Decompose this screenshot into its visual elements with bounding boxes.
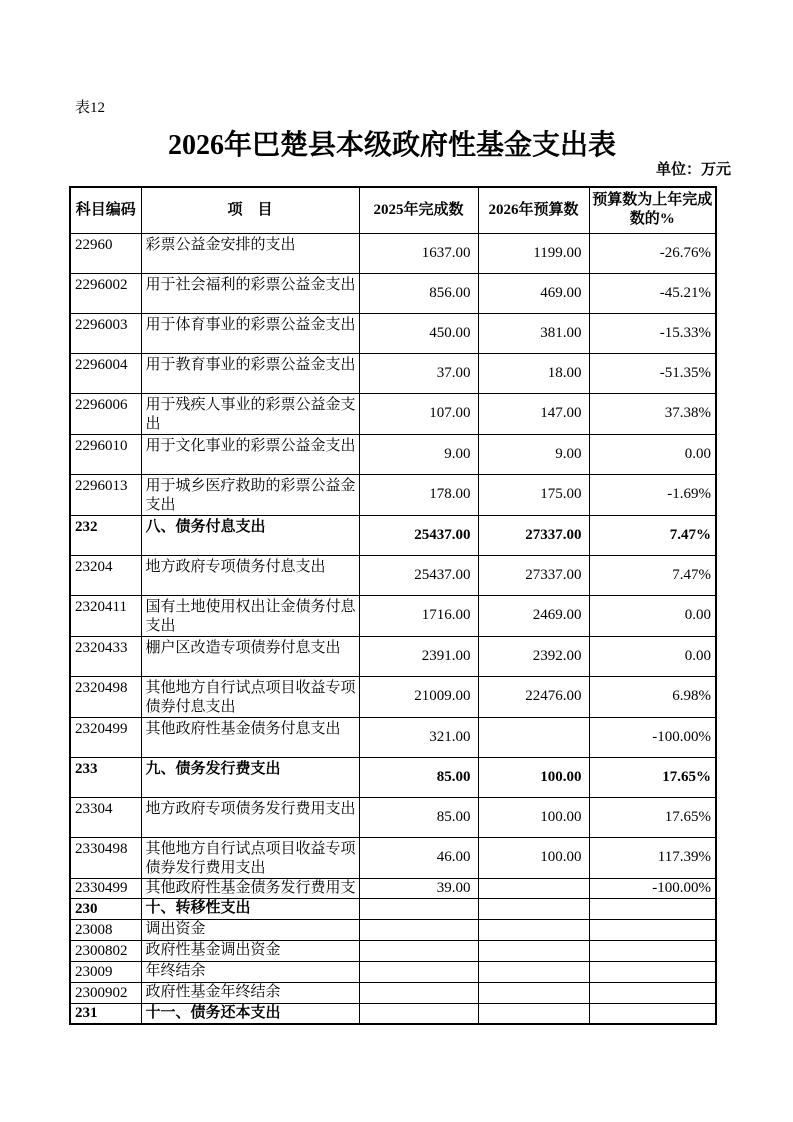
code-cell: 23304 (70, 797, 141, 837)
item-cell: 地方政府专项债务发行费用支出 (141, 797, 359, 837)
percent-cell: 7.47% (589, 515, 716, 555)
value-2026-cell: 100.00 (478, 837, 589, 878)
table-row (70, 434, 716, 474)
code-cell: 2296002 (70, 273, 141, 313)
table-row (70, 233, 716, 273)
item-cell: 十、转移性支出 (141, 898, 359, 919)
item-cell: 用于社会福利的彩票公益金支出 (141, 273, 359, 313)
table-row (70, 1003, 716, 1024)
item-cell: 调出资金 (141, 919, 359, 940)
value-2026-cell: 22476.00 (478, 676, 589, 717)
table-header (70, 187, 716, 233)
percent-cell: -15.33% (589, 313, 716, 353)
item-cell: 其他地方自行试点项目收益专项债券付息支出 (141, 676, 359, 717)
value-2026-cell: 469.00 (478, 273, 589, 313)
percent-cell: 117.39% (589, 837, 716, 878)
code-cell: 232 (70, 515, 141, 555)
code-cell: 2296006 (70, 393, 141, 434)
table-row (70, 393, 716, 434)
table-row (70, 837, 716, 878)
item-cell: 用于体育事业的彩票公益金支出 (141, 313, 359, 353)
code-cell: 2320498 (70, 676, 141, 717)
table-row (70, 515, 716, 555)
percent-cell: -51.35% (589, 353, 716, 393)
item-cell: 棚户区改造专项债券付息支出 (141, 636, 359, 676)
table-row (70, 878, 716, 898)
item-cell: 其他政府性基金债务付息支出 (141, 717, 359, 757)
value-2026-cell (478, 919, 589, 940)
item-cell: 用于文化事业的彩票公益金支出 (141, 434, 359, 474)
value-2025-cell: 178.00 (359, 474, 478, 515)
value-2025-cell (359, 919, 478, 940)
item-cell: 年终结余 (141, 961, 359, 982)
table-row (70, 717, 716, 757)
value-2026-cell (478, 940, 589, 961)
value-2025-cell (359, 961, 478, 982)
table-row (70, 313, 716, 353)
value-2025-cell: 321.00 (359, 717, 478, 757)
item-cell: 八、债务付息支出 (141, 515, 359, 555)
item-cell: 用于教育事业的彩票公益金支出 (141, 353, 359, 393)
value-2025-cell: 9.00 (359, 434, 478, 474)
percent-cell: -1.69% (589, 474, 716, 515)
item-cell: 彩票公益金安排的支出 (141, 233, 359, 273)
code-cell: 2320411 (70, 595, 141, 636)
table-row (70, 636, 716, 676)
code-cell: 2330498 (70, 837, 141, 878)
table-row (70, 474, 716, 515)
item-cell: 九、债务发行费支出 (141, 757, 359, 797)
value-2025-cell: 1637.00 (359, 233, 478, 273)
percent-cell: 17.65% (589, 757, 716, 797)
item-cell: 政府性基金年终结余 (141, 982, 359, 1003)
code-cell: 233 (70, 757, 141, 797)
item-cell: 其他地方自行试点项目收益专项债券发行费用支出 (141, 837, 359, 878)
item-cell: 用于残疾人事业的彩票公益金支出 (141, 393, 359, 434)
value-2026-cell: 2392.00 (478, 636, 589, 676)
column-header-pct: 预算数为上年完成数的% (589, 187, 716, 233)
value-2025-cell: 37.00 (359, 353, 478, 393)
value-2026-cell (478, 878, 589, 898)
item-cell: 政府性基金调出资金 (141, 940, 359, 961)
value-2026-cell: 1199.00 (478, 233, 589, 273)
page-title: 2026年巴楚县本级政府性基金支出表 (167, 130, 616, 161)
percent-cell (589, 982, 716, 1003)
value-2026-cell: 100.00 (478, 757, 589, 797)
value-2025-cell: 856.00 (359, 273, 478, 313)
table-row (70, 898, 716, 919)
value-2025-cell (359, 898, 478, 919)
item-cell: 用于城乡医疗救助的彩票公益金支出 (141, 474, 359, 515)
percent-cell (589, 898, 716, 919)
column-header-2026: 2026年预算数 (478, 187, 589, 233)
percent-cell (589, 1003, 716, 1024)
value-2025-cell: 21009.00 (359, 676, 478, 717)
code-cell: 231 (70, 1003, 141, 1024)
percent-cell (589, 919, 716, 940)
code-cell: 230 (70, 898, 141, 919)
table-row (70, 797, 716, 837)
value-2026-cell: 27337.00 (478, 515, 589, 555)
value-2025-cell: 2391.00 (359, 636, 478, 676)
percent-cell: -100.00% (589, 878, 716, 898)
value-2026-cell: 147.00 (478, 393, 589, 434)
value-2026-cell: 381.00 (478, 313, 589, 353)
value-2025-cell: 450.00 (359, 313, 478, 353)
value-2025-cell: 107.00 (359, 393, 478, 434)
value-2026-cell: 9.00 (478, 434, 589, 474)
code-cell: 23009 (70, 961, 141, 982)
table-row (70, 273, 716, 313)
percent-cell: -100.00% (589, 717, 716, 757)
table-row (70, 919, 716, 940)
code-cell: 2296003 (70, 313, 141, 353)
percent-cell: 6.98% (589, 676, 716, 717)
code-cell: 2296013 (70, 474, 141, 515)
code-cell: 2320433 (70, 636, 141, 676)
table-row (70, 555, 716, 595)
value-2025-cell: 85.00 (359, 797, 478, 837)
table-body (70, 233, 716, 1024)
code-cell: 22960 (70, 233, 141, 273)
column-header-code: 科目编码 (70, 187, 141, 233)
item-cell: 国有土地使用权出让金债务付息支出 (141, 595, 359, 636)
value-2026-cell: 100.00 (478, 797, 589, 837)
value-2026-cell (478, 1003, 589, 1024)
value-2025-cell: 25437.00 (359, 555, 478, 595)
value-2025-cell (359, 982, 478, 1003)
unit-label: 单位：万元 (655, 162, 731, 178)
code-cell: 2296004 (70, 353, 141, 393)
column-header-2025: 2025年完成数 (359, 187, 478, 233)
value-2026-cell: 2469.00 (478, 595, 589, 636)
value-2026-cell: 175.00 (478, 474, 589, 515)
table-row (70, 940, 716, 961)
code-cell: 2300802 (70, 940, 141, 961)
percent-cell: 0.00 (589, 434, 716, 474)
value-2025-cell: 46.00 (359, 837, 478, 878)
value-2026-cell (478, 982, 589, 1003)
code-cell: 2300902 (70, 982, 141, 1003)
table-row (70, 353, 716, 393)
table-number-label: 表12 (75, 100, 106, 116)
budget-table (69, 186, 717, 1025)
value-2025-cell: 85.00 (359, 757, 478, 797)
percent-cell (589, 940, 716, 961)
percent-cell: 37.38% (589, 393, 716, 434)
item-cell: 十一、债务还本支出 (141, 1003, 359, 1024)
value-2025-cell (359, 1003, 478, 1024)
table-row (70, 595, 716, 636)
item-cell: 地方政府专项债务付息支出 (141, 555, 359, 595)
percent-cell: 0.00 (589, 595, 716, 636)
value-2026-cell (478, 961, 589, 982)
percent-cell: -26.76% (589, 233, 716, 273)
percent-cell: 0.00 (589, 636, 716, 676)
percent-cell (589, 961, 716, 982)
code-cell: 2320499 (70, 717, 141, 757)
table-row (70, 757, 716, 797)
percent-cell: -45.21% (589, 273, 716, 313)
percent-cell: 17.65% (589, 797, 716, 837)
value-2025-cell: 1716.00 (359, 595, 478, 636)
code-cell: 2296010 (70, 434, 141, 474)
code-cell: 23008 (70, 919, 141, 940)
value-2025-cell (359, 940, 478, 961)
table-row (70, 676, 716, 717)
value-2025-cell: 25437.00 (359, 515, 478, 555)
table-row (70, 982, 716, 1003)
code-cell: 2330499 (70, 878, 141, 898)
value-2026-cell (478, 898, 589, 919)
code-cell: 23204 (70, 555, 141, 595)
value-2025-cell: 39.00 (359, 878, 478, 898)
value-2026-cell: 27337.00 (478, 555, 589, 595)
value-2026-cell (478, 717, 589, 757)
column-header-item: 项 目 (141, 187, 359, 233)
value-2026-cell: 18.00 (478, 353, 589, 393)
item-cell: 其他政府性基金债务发行费用支 (141, 878, 359, 898)
table-header-row (70, 187, 716, 233)
percent-cell: 7.47% (589, 555, 716, 595)
table-row (70, 961, 716, 982)
